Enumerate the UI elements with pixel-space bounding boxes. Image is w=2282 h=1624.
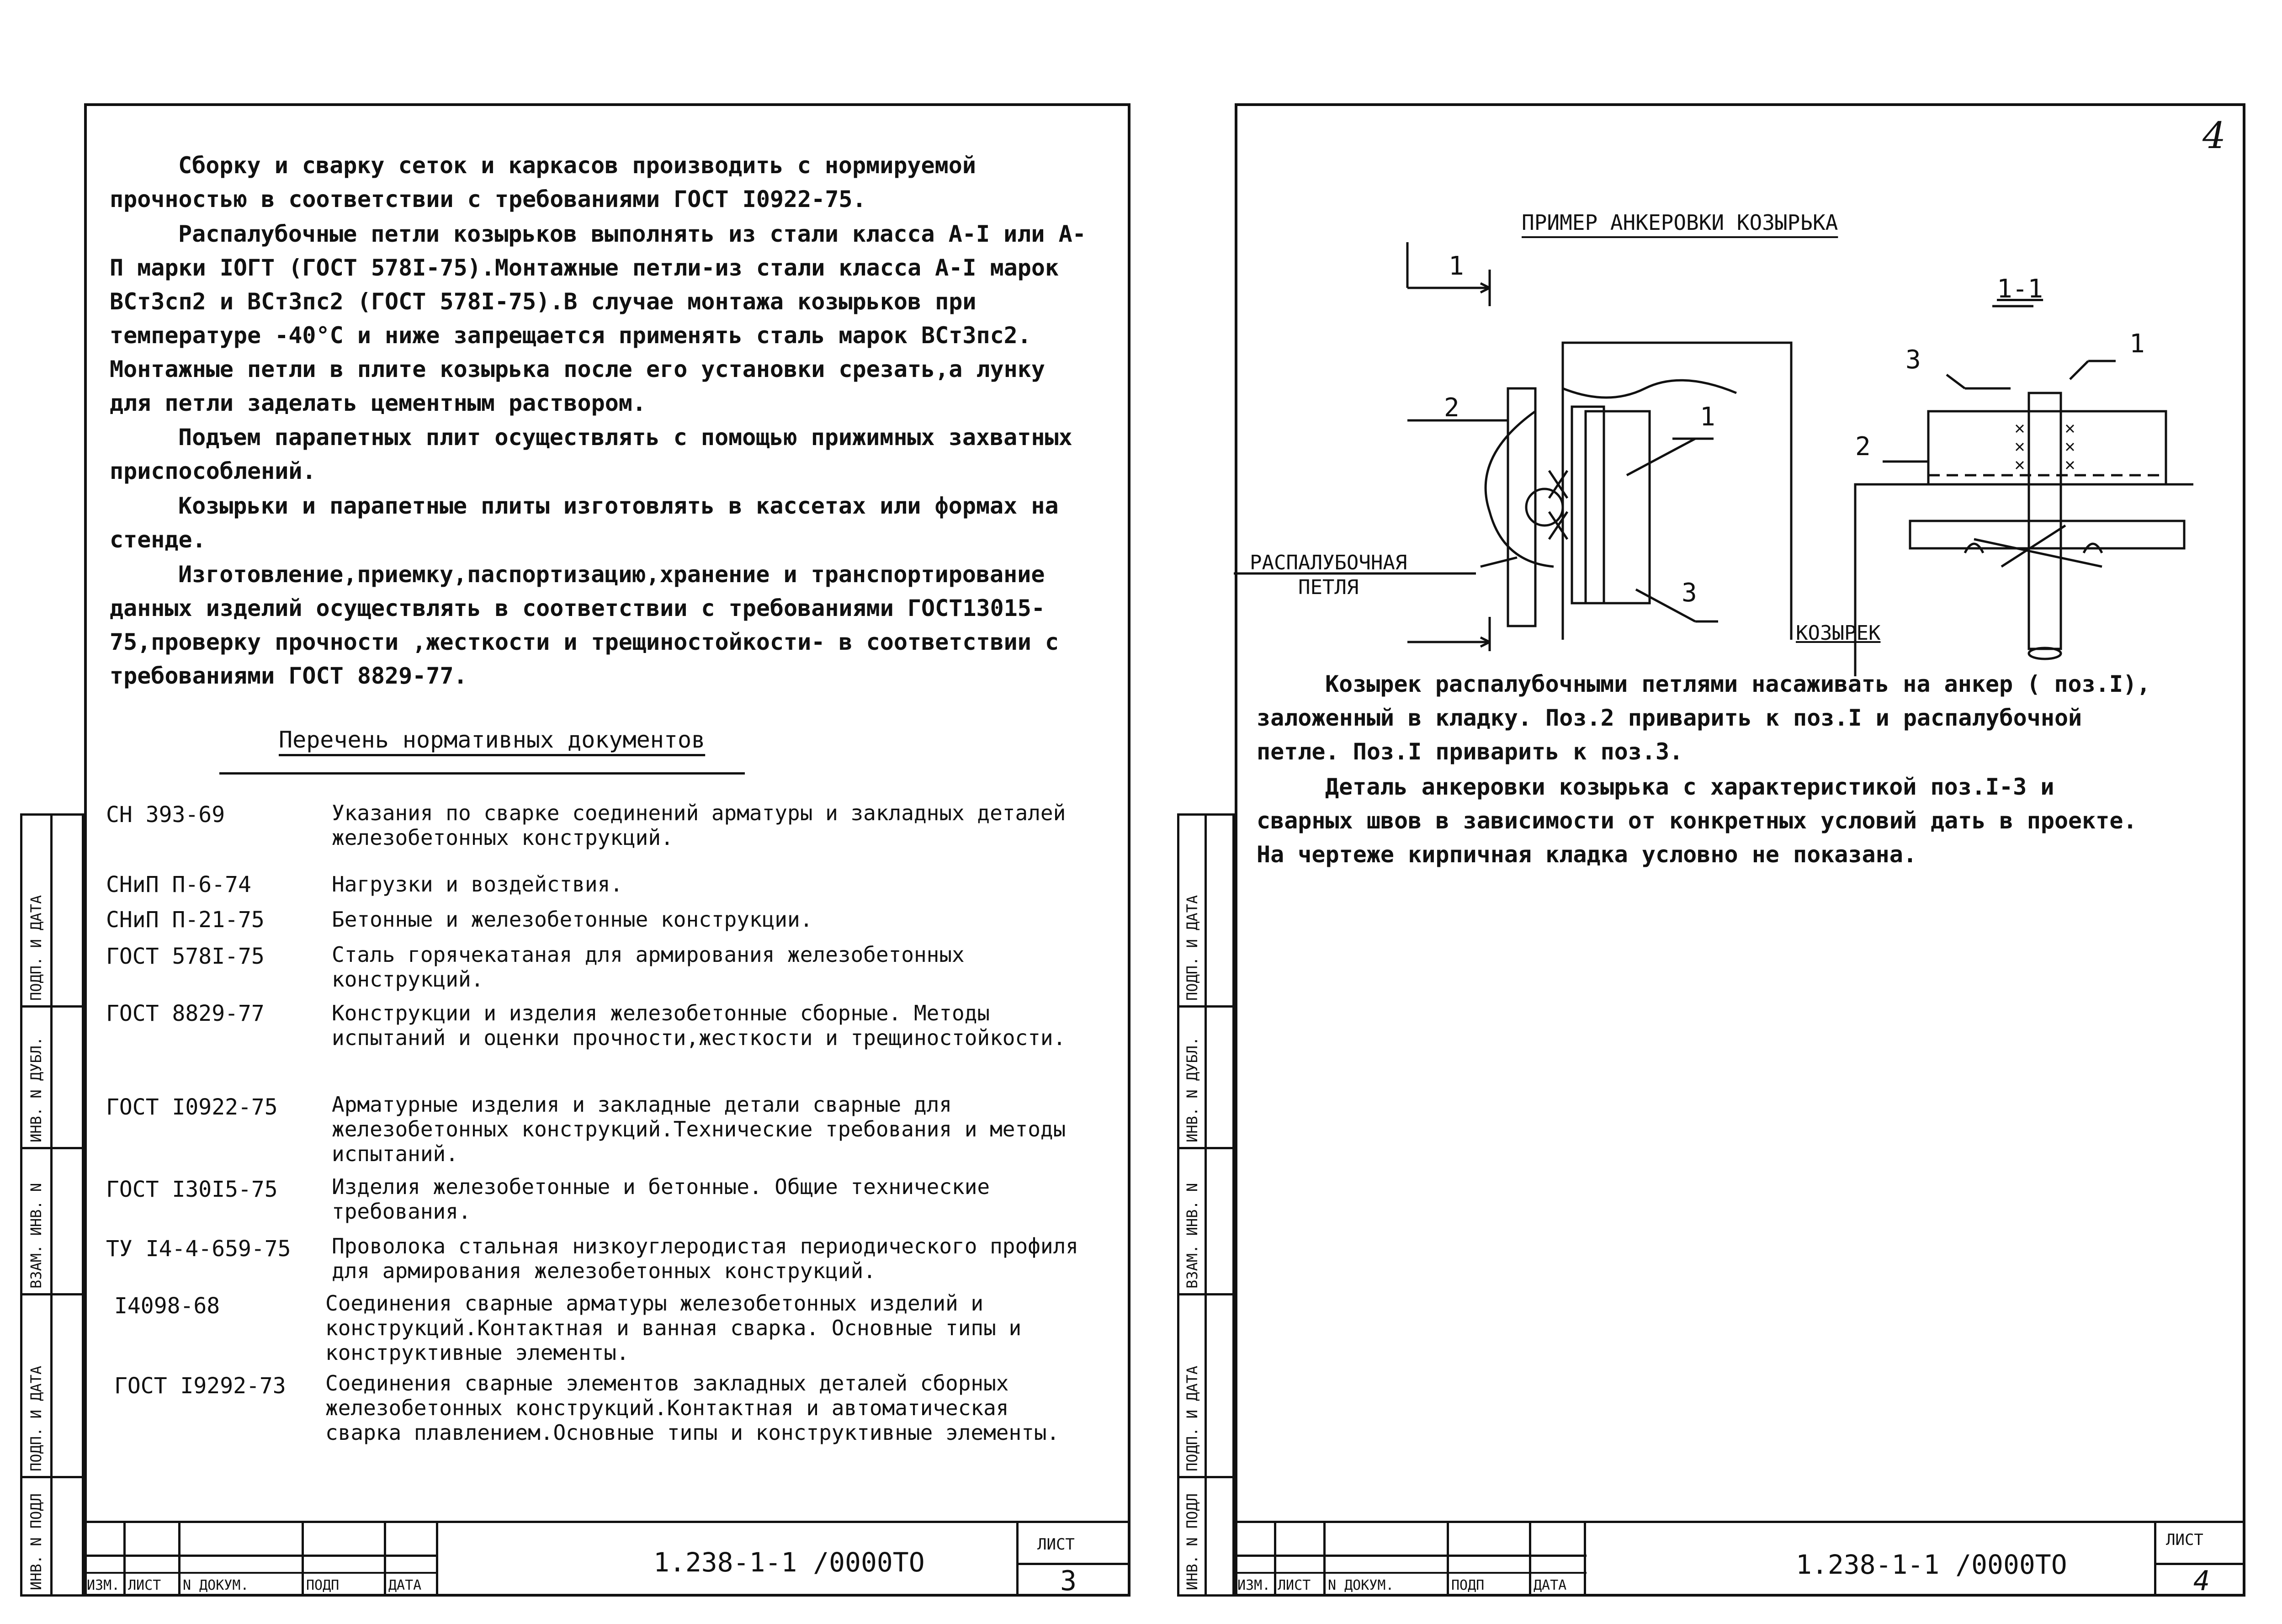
doc-code: ГОСТ 8829-77 [106,1001,265,1026]
side-stamp-divider [1205,813,1207,1597]
doc-code: ТУ I4-4-659-75 [106,1236,291,1262]
left-note-1: Сборку и сварку сеток и каркасов производить с нормируемой прочностью в соответствии с требованиями ГОСТ I0922-75. [110,152,976,212]
side-stamp-label: ПОДП. И ДАТА [1183,895,1201,1001]
tb-col-ndok: N ДОКУМ. [1328,1577,1394,1593]
side-stamp-divider [20,1147,84,1149]
side-stamp-divider [1177,1293,1235,1295]
tb-col-ndok: N ДОКУМ. [183,1577,249,1593]
doc-title: Конструкции и изделия железобетонные сборные. Методы испытаний и оценки прочности,жесткости и трещиностойкости. [332,1001,1066,1050]
side-stamp-label: ПОДП. И ДАТА [1183,1365,1201,1471]
tb-col-podp: ПОДП [306,1577,340,1593]
anchoring-drawing [1234,238,2193,685]
sheet-number: 3 [1060,1565,1077,1597]
side-stamp-label: ВЗАМ. ИНВ. N [1183,1183,1201,1289]
loop-circle [1526,489,1563,525]
doc-code: ГОСТ I9292-73 [114,1373,286,1399]
left-note-2: Распалубочные петли козырьков выполнять из стали класса А-I или А-П марки IОГТ (ГОСТ 578I-75).Монтажные петли-из стали класса А-I марок ВСт3сп2 и ВСт3пс2 (ГОСТ 578I-75).В случае монтажа козырьков при температуре -40°С и ниже запрещается применять сталь марок ВСт3пс2. Монтажные петли в плите козырька после его установки срезать,а лунку для петли заделать цементным раствором. [110,221,1086,416]
side-stamp-label: ВЗАМ. ИНВ. N [27,1183,45,1289]
doc-code: I4098-68 [114,1293,220,1319]
side-stamp-divider [1177,1147,1235,1149]
doc-code: СН 393-69 [106,802,225,828]
section-title-label: 1-1 [1997,274,2043,304]
callout-1-left: 1 [1700,402,1715,432]
tb-col-list: ЛИСТ [1278,1577,1311,1593]
canopy-label: КОЗЫРЕК [1796,621,1881,645]
doc-title: Арматурные изделия и закладные детали сварные для железобетонных конструкций.Технические требования и методы испытаний. [332,1092,1066,1166]
tb-col-data: ДАТА [1534,1577,1567,1593]
documents-list-heading: Перечень нормативных документов [279,727,706,753]
page-number: 4 [2202,114,2226,157]
right-note-2: Деталь анкеровки козырька с характеристикой поз.I-3 и сварных швов в зависимости от конкретных условий дать в проекте. На чертеже кирпичная кладка условно не показана. [1257,774,2137,868]
left-note-3: Подъем парапетных плит осуществлять с помощью прижимных захватных приспособлений. [110,424,1072,484]
formwork-loop-label-line1: РАСПАЛУБОЧНАЯ [1250,551,1407,574]
plate-pos2 [1508,388,1535,626]
heading-underline [219,772,745,775]
side-stamp-divider [20,1476,84,1478]
callout-2-right: 2 [1855,432,1871,462]
doc-code: СНиП П-21-75 [106,907,265,933]
callout-1-right: 1 [2129,329,2145,359]
formwork-loop-label [1250,551,1407,600]
section-anchor-plate [1910,521,2184,548]
side-stamp-divider [20,1293,84,1295]
side-stamp-divider [20,1005,84,1008]
doc-title: Сталь горячекатаная для армирования железобетонных конструкций. [332,942,965,992]
doc-title: Изделия железобетонные и бетонные. Общие технические требования. [332,1174,990,1224]
side-stamp-label: ИНВ. N ДУБЛ. [27,1036,45,1142]
doc-title: Соединения сварные арматуры железобетонных изделий и конструкций.Контактная и ванная сварка. Основные типы и конструктивные элементы. [325,1291,1022,1365]
side-stamp-label: ПОДП. И ДАТА [27,1365,45,1471]
section-slab [1855,484,2193,676]
doc-code: ГОСТ I0922-75 [106,1094,278,1120]
doc-title: Указания по сварке соединений арматуры и закладных деталей железобетонных конструкций. [332,801,1066,850]
tb-col-izm: ИЗМ. [87,1577,120,1593]
sheet-label: ЛИСТ [2166,1531,2203,1549]
callout-3-right: 3 [1905,345,1921,375]
left-note-4: Козырьки и парапетные плиты изготовлять в кассетах или формах на стенде. [110,493,1059,553]
formwork-loop-label-line2: ПЕТЛЯ [1298,576,1359,599]
doc-title: Нагрузки и воздействия. [332,872,623,897]
side-stamp-label: ИНВ. N ДУБЛ. [1183,1036,1201,1142]
doc-code: ГОСТ 578I-75 [106,944,265,969]
drawing-designation: 1.238-1-1 /0000ТО [1796,1549,2067,1580]
callout-3-left: 3 [1682,578,1697,608]
tb-col-data: ДАТА [388,1577,422,1593]
sheet-number: 4 [2193,1565,2210,1597]
left-note-5: Изготовление,приемку,паспортизацию,хранение и транспортирование данных изделий осуществлять в соответствии с требованиями ГОСТ13015-75,проверку прочности ,жесткости и трещиностойкости- в соответствии с требованиями ГОСТ 8829-77. [110,561,1059,689]
tb-col-podp: ПОДП [1451,1577,1485,1593]
drawing-designation: 1.238-1-1 /0000ТО [653,1547,925,1578]
side-stamp-divider [50,813,53,1597]
drawing-title: ПРИМЕР АНКЕРОВКИ КОЗЫРЬКА [1522,210,1838,235]
section-wall-top [1928,411,2166,484]
sheet-label: ЛИСТ [1037,1535,1075,1554]
anchor-pos1 [1572,407,1604,603]
side-stamp-label: ПОДП. И ДАТА [27,895,45,1001]
doc-title: Бетонные и железобетонные конструкции. [332,907,813,932]
doc-code: ГОСТ I30I5-75 [106,1177,278,1202]
doc-title: Соединения сварные элементов закладных деталей сборных железобетонных конструкций.Контактная и автоматическая сварка плавлением.Основные типы и конструктивные элементы. [325,1371,1060,1445]
side-stamp-divider [1177,1476,1235,1478]
side-stamp-label: ИНВ. N ПОДЛ [1183,1493,1201,1590]
side-stamp-divider [1177,1005,1235,1008]
right-note-1: Козырек распалубочными петлями насаживать на анкер ( поз.I), заложенный в кладку. Поз.2 приварить к поз.I и распалубочной петле. Поз.I приварить к поз.3. [1257,671,2151,765]
callout-2-left: 2 [1444,393,1459,423]
doc-code: СНиП П-6-74 [106,872,251,897]
plate-pos3 [1586,411,1650,603]
side-stamp-label: ИНВ. N ПОДЛ [27,1493,45,1590]
tb-col-izm: ИЗМ. [1237,1577,1271,1593]
tb-col-list: ЛИСТ [128,1577,161,1593]
doc-title: Проволока стальная низкоуглеродистая периодического профиля для армирования железобетонных конструкций. [332,1234,1078,1283]
canopy-body [1563,343,1791,640]
section-mark-label: 1 [1449,251,1464,281]
